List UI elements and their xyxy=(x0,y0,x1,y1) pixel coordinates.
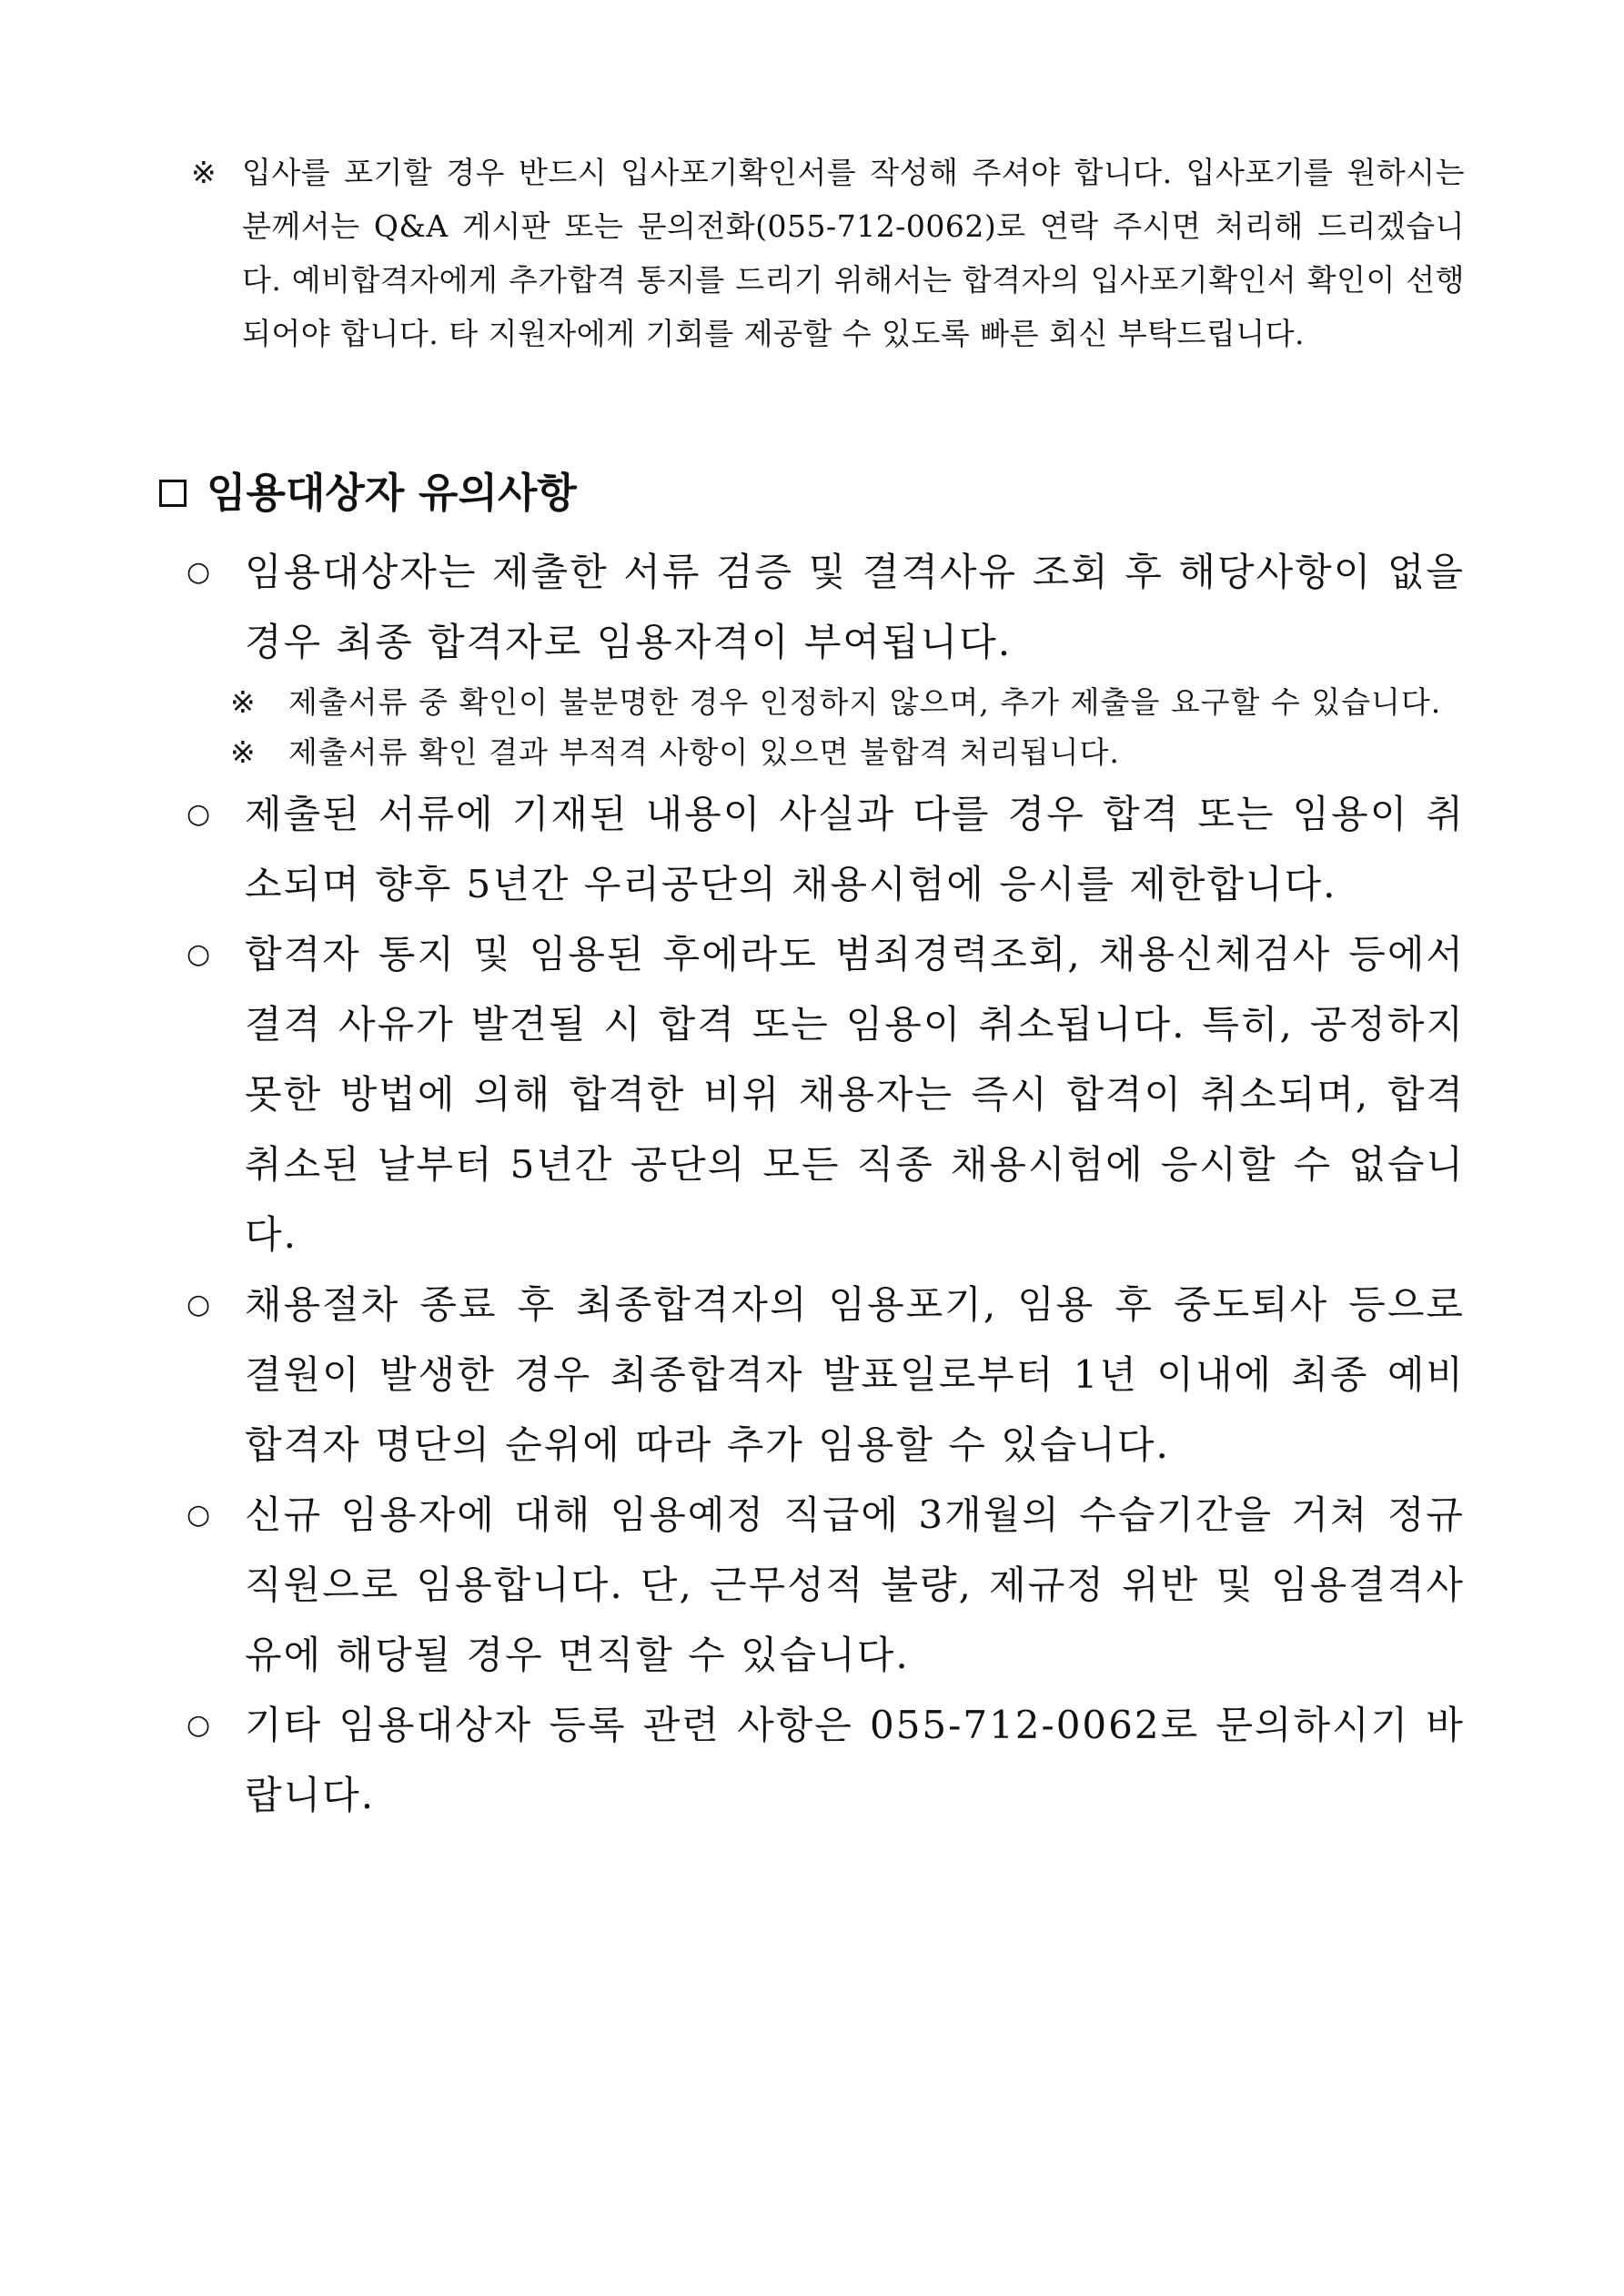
list-item-text: 기타 임용대상자 등록 관련 사항은 055-712-0062로 문의하시기 바랍니다. xyxy=(245,1703,1465,1817)
list-item-text: 신규 임용자에 대해 임용예정 직급에 3개월의 수습기간을 거쳐 정규직원으로 임용합니다. 단, 근무성적 불량, 제규정 위반 및 임용결격사유에 해당될 경우 면직할 수 있습니다. xyxy=(245,1492,1465,1677)
reference-mark: ※ xyxy=(230,734,256,770)
list-item xyxy=(187,1690,1465,1830)
circle-bullet-icon: ○ xyxy=(187,1499,211,1531)
list-item-text: 임용대상자는 제출한 서류 검증 및 결격사유 조회 후 해당사항이 없을 경우 최종 합격자로 임용자격이 부여됩니다. xyxy=(245,550,1465,664)
sub-note-text: 제출서류 확인 결과 부적격 사항이 있으면 불합격 처리됩니다. xyxy=(288,734,1120,770)
resignation-notice xyxy=(191,146,1465,360)
list-item-text: 합격자 통지 및 임용된 후에라도 범죄경력조회, 채용신체검사 등에서 결격 사유가 발견될 시 합격 또는 임용이 취소됩니다. 특히, 공정하지 못한 방법에 의해 합격한 비위 채용자는 즉시 합격이 취소되며, 합격 취소된 날부터 5년간 공단의 모든 직종 채용시험에 응시할 수 없습니다. xyxy=(245,932,1465,1257)
sub-note-text: 제출서류 중 확인이 불분명한 경우 인정하지 않으며, 추가 제출을 요구할 수 있습니다. xyxy=(288,684,1442,720)
precautions-list xyxy=(187,537,1465,1830)
square-bullet-icon xyxy=(159,480,187,507)
sub-note xyxy=(230,677,1465,727)
sub-notes xyxy=(230,677,1465,777)
circle-bullet-icon: ○ xyxy=(187,1289,211,1320)
list-item-text: 채용절차 종료 후 최종합격자의 임용포기, 임용 후 중도퇴사 등으로 결원이 발생한 경우 최종합격자 발표일로부터 1년 이내에 최종 예비합격자 명단의 순위에 따라 추가 임용할 수 있습니다. xyxy=(245,1282,1465,1467)
reference-mark: ※ xyxy=(191,155,217,190)
sub-note xyxy=(230,727,1465,777)
resignation-notice-text: 입사를 포기할 경우 반드시 입사포기확인서를 작성해 주셔야 합니다. 입사포기를 원하시는 분께서는 Q&A 게시판 또는 문의전화(055-712-0062)로 연락 주시면 처리해 드리겠습니다. 예비합격자에게 추가합격 통지를 드리기 위해서는 합격자의 입사포기확인서 확인이 선행되어야 합니다. 타 지원자에게 기회를 제공할 수 있도록 빠른 회신 부탁드립니다. xyxy=(242,155,1465,351)
circle-bullet-icon: ○ xyxy=(187,938,211,970)
circle-bullet-icon: ○ xyxy=(187,798,211,830)
circle-bullet-icon: ○ xyxy=(187,1709,211,1741)
circle-bullet-icon: ○ xyxy=(187,556,211,588)
list-item xyxy=(187,1480,1465,1690)
list-item xyxy=(187,537,1465,677)
list-item xyxy=(187,1269,1465,1480)
section-heading xyxy=(159,466,577,521)
list-item xyxy=(187,919,1465,1269)
reference-mark: ※ xyxy=(230,684,256,720)
list-item xyxy=(187,779,1465,919)
section-title: 임용대상자 유의사항 xyxy=(207,469,577,517)
list-item-text: 제출된 서류에 기재된 내용이 사실과 다를 경우 합격 또는 임용이 취소되며 향후 5년간 우리공단의 채용시험에 응시를 제한합니다. xyxy=(245,792,1465,906)
